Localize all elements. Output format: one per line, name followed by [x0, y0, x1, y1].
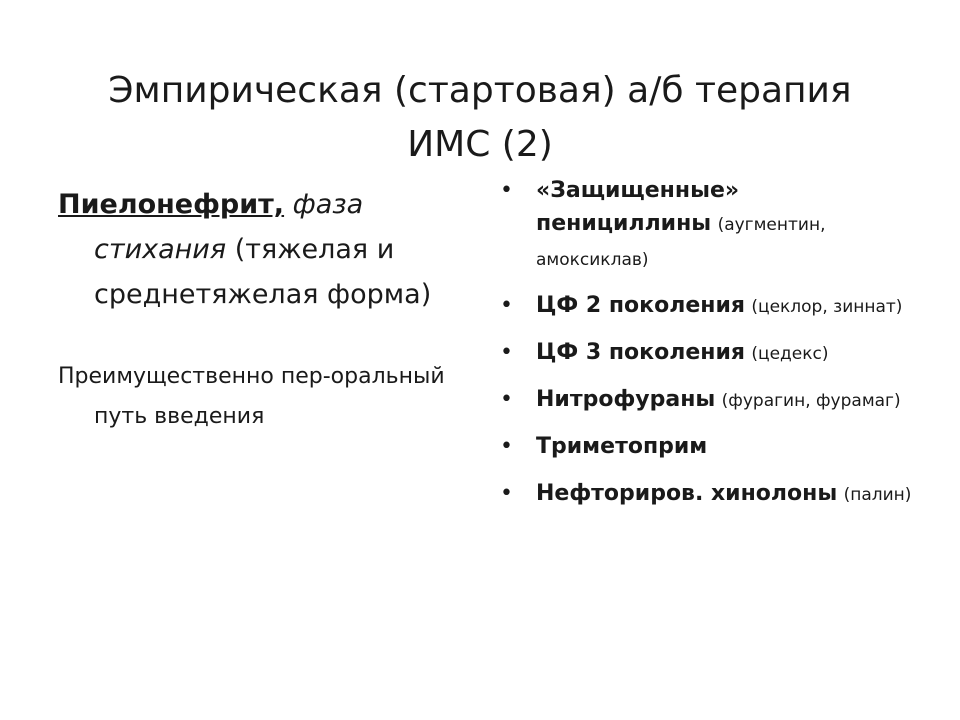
drug-examples: (фурагин, фурамаг): [721, 391, 901, 411]
diagnosis-name: Пиелонефрит,: [58, 189, 285, 220]
list-item: [496, 477, 916, 512]
drug-list: [496, 174, 916, 512]
drug-class-name: «Защищенные» пенициллины: [536, 178, 740, 236]
diagnosis-heading: [58, 182, 468, 317]
drug-class-name: ЦФ 3 поколения: [536, 340, 745, 365]
bullet-icon: •: [500, 293, 513, 318]
diagnosis-phase: фаза стихания: [94, 189, 364, 265]
drug-class-name: Триметоприм: [536, 434, 708, 459]
list-item: [496, 289, 916, 324]
drug-class-name: ЦФ 2 поколения: [536, 293, 745, 318]
list-item: [496, 336, 916, 371]
drug-examples: (цеклор, зиннат): [751, 297, 903, 317]
bullet-icon: •: [500, 434, 513, 459]
right-column: [496, 174, 916, 524]
diagnosis-form: (тяжелая и среднетяжелая форма): [94, 234, 432, 310]
bullet-icon: •: [500, 387, 513, 412]
drug-examples: (палин): [843, 485, 912, 505]
slide-title: Эмпирическая (стартовая) а/б терапия ИМС (2): [108, 70, 852, 166]
bullet-icon: •: [500, 481, 513, 506]
drug-class-name: Нефториров. хинолоны: [536, 481, 838, 506]
administration-route-note: Преимущественно пер-оральный путь введения: [58, 364, 445, 429]
list-item: [496, 174, 916, 277]
list-item: [496, 430, 916, 465]
drug-examples: (аугментин, амоксиклав): [536, 215, 826, 270]
list-item: [496, 383, 916, 418]
bullet-icon: •: [500, 178, 513, 203]
left-column: [58, 182, 468, 437]
drug-class-name: Нитрофураны: [536, 387, 716, 412]
bullet-icon: •: [500, 340, 513, 365]
drug-examples: (цедекс): [751, 344, 829, 364]
